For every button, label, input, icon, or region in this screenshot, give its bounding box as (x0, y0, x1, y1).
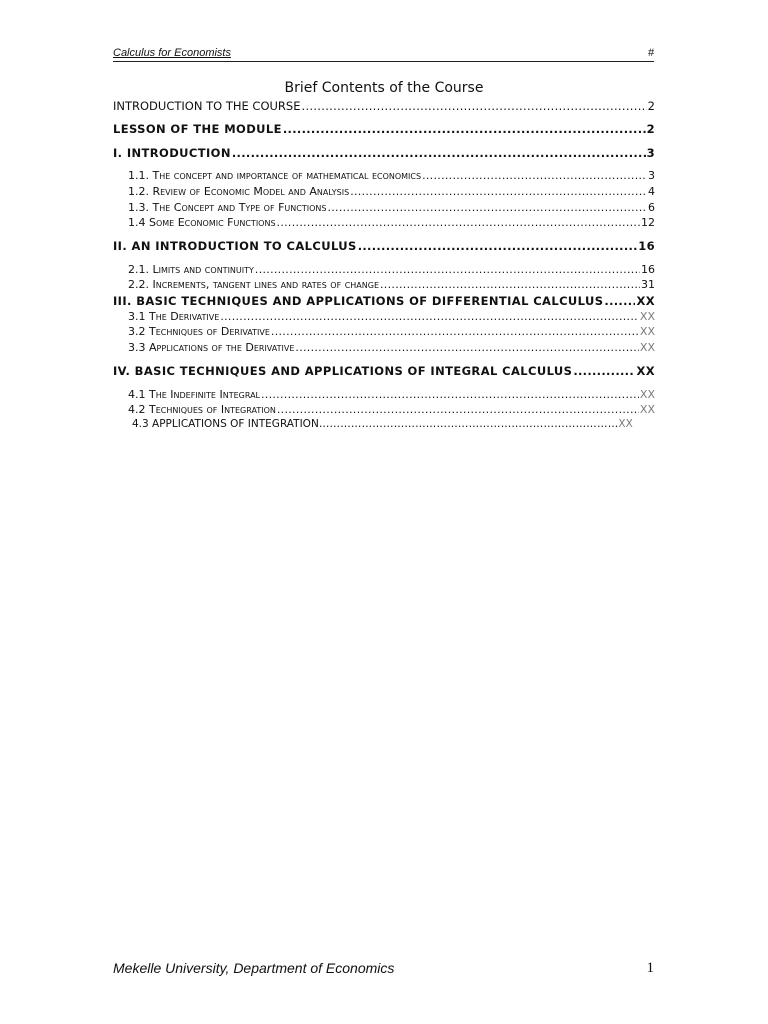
toc-entry-page: XX (618, 418, 633, 430)
toc-entry-label: II. AN INTRODUCTION TO CALCULUS (113, 239, 357, 253)
toc-entry-3-2[interactable] (128, 325, 655, 338)
toc-entry-lesson-module[interactable] (113, 122, 655, 136)
toc-entry-page: XX (639, 341, 655, 354)
toc-entry-label: I. INTRODUCTION (113, 146, 231, 160)
header-course-title: Calculus for Economists (113, 47, 231, 59)
toc-entry-page: 2 (647, 99, 655, 113)
toc-leader-dots (422, 169, 647, 182)
toc-entry-1-4[interactable] (128, 216, 655, 229)
toc-entry-page: 31 (641, 278, 655, 291)
toc-entry-label: 4.3 APPLICATIONS OF INTEGRATION (132, 418, 319, 430)
toc-entry-page: 3 (646, 146, 655, 160)
toc-entry-label: 3.3 Applications of the Derivative (128, 341, 295, 354)
toc-entry-1-1[interactable] (128, 169, 655, 182)
toc-leader-dots: ………………………………………………………………………… (318, 418, 619, 430)
toc-entry-label: III. BASIC TECHNIQUES AND APPLICATIONS OF DIFFERENTIAL CALCULUS (113, 294, 604, 308)
toc-entry-page: XX (639, 310, 655, 323)
toc-entry-label: 3.1 The Derivative (128, 310, 220, 323)
toc-leader-dots (261, 388, 639, 401)
toc-entry-3-3[interactable] (128, 341, 655, 354)
toc-entry-4-3[interactable] (132, 418, 633, 430)
toc-entry-label: LESSON OF THE MODULE (113, 122, 282, 136)
toc-entry-label: INTRODUCTION TO THE COURSE (113, 99, 301, 113)
toc-entry-page: 16 (638, 239, 655, 253)
toc-entry-label: 1.2. Review of Economic Model and Analysis (128, 185, 350, 198)
toc-entry-4-2[interactable] (128, 403, 655, 416)
toc-leader-dots (271, 325, 639, 338)
toc-leader-dots (350, 185, 647, 198)
toc-leader-dots (380, 278, 640, 291)
toc-entry-page: 16 (641, 263, 655, 276)
toc-leader-dots (573, 364, 635, 378)
toc-leader-dots (277, 216, 640, 229)
toc-entry-label: 1.3. The Concept and Type of Functions (128, 201, 327, 214)
page-number: 1 (646, 960, 654, 976)
toc-entry-1-3[interactable] (128, 201, 655, 214)
toc-entry-4-1[interactable] (128, 388, 655, 401)
footer-institution: Mekelle University, Department of Economics (113, 960, 395, 976)
toc-entry-label: IV. BASIC TECHNIQUES AND APPLICATIONS OF INTEGRAL CALCULUS (113, 364, 573, 378)
toc-entry-label: 4.1 The Indefinite Integral (128, 388, 260, 401)
toc-entry-1-2[interactable] (128, 185, 655, 198)
toc-entry-label: 1.4 Some Economic Functions (128, 216, 276, 229)
toc-leader-dots (295, 341, 639, 354)
toc-leader-dots (255, 263, 640, 276)
toc-entry-label: 4.2 Techniques of Integration (128, 403, 276, 416)
toc-entry-page: XX (639, 388, 655, 401)
toc-entry-page: 6 (648, 201, 655, 214)
toc-entry-2-2[interactable] (128, 278, 655, 291)
toc-leader-dots (283, 122, 646, 136)
toc-entry-chapter-4[interactable] (113, 364, 655, 378)
toc-leader-dots (301, 99, 646, 113)
toc-entry-chapter-1[interactable] (113, 146, 655, 160)
page-header (113, 47, 654, 62)
toc-entry-label: 1.1. The concept and importance of mathematical economics (128, 169, 422, 182)
toc-entry-page: 2 (646, 122, 655, 136)
toc-entry-page: 4 (648, 185, 655, 198)
page-title: Brief Contents of the Course (284, 80, 484, 96)
toc-entry-introduction-course[interactable] (113, 99, 655, 113)
toc-leader-dots (232, 146, 646, 160)
toc-leader-dots (604, 294, 635, 308)
header-page-marker: # (647, 47, 654, 59)
toc-entry-chapter-2[interactable] (113, 239, 655, 253)
toc-entry-label: 3.2 Techniques of Derivative (128, 325, 270, 338)
toc-entry-chapter-3[interactable] (113, 294, 655, 308)
toc-entry-2-1[interactable] (128, 263, 655, 276)
toc-entry-page: XX (636, 294, 655, 308)
toc-entry-page: XX (639, 325, 655, 338)
toc-entry-label: 2.2. Increments, tangent lines and rates of change (128, 278, 380, 291)
toc-entry-page: 12 (641, 216, 655, 229)
toc-entry-page: XX (636, 364, 655, 378)
toc-entry-3-1[interactable] (128, 310, 655, 323)
toc-entry-label: 2.1. Limits and continuity (128, 263, 254, 276)
toc-leader-dots (327, 201, 647, 214)
toc-entry-page: XX (639, 403, 655, 416)
page-footer (113, 960, 654, 978)
toc-leader-dots (277, 403, 639, 416)
toc-entry-page: 3 (648, 169, 655, 182)
toc-leader-dots (220, 310, 639, 323)
toc-leader-dots (358, 239, 637, 253)
